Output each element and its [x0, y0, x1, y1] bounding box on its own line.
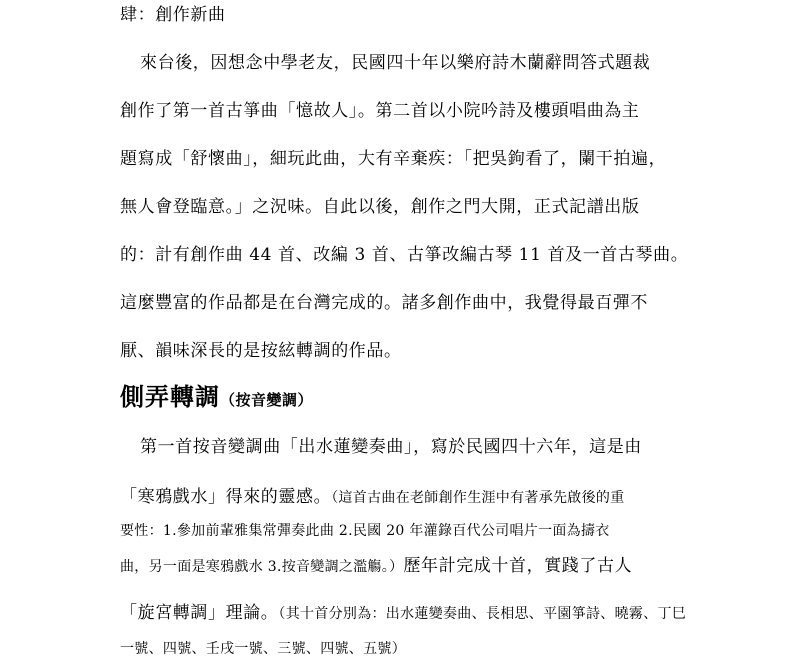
paragraph1-line-4: 無人會登臨意。」之況味。自此以後，創作之門大開，正式記譜出版 — [120, 197, 640, 217]
paragraph2-line-4 — [120, 555, 632, 578]
paragraph1-line-7: 厭、韻味深長的是按絃轉調的作品。 — [120, 341, 402, 361]
paragraph2-line-2-note: （這首古曲在老師創作生涯中有著承先啟後的重 — [331, 490, 625, 506]
paragraph2-line-5 — [120, 602, 686, 625]
paragraph2-line-6-note: 一號、四號、壬戌一號、三號、四號、五號） — [120, 641, 406, 657]
paragraph2-line-4-main: 歷年計完成十首，實踐了古人 — [403, 556, 633, 576]
paragraph2-line-2-main: 「寒鴉戲水」得來的靈感。 — [120, 487, 332, 507]
paragraph1-line-2: 創作了第一首古箏曲「憶故人」。第二首以小院吟詩及樓頭唱曲為主 — [120, 101, 640, 121]
heading-sub-text: （按音變調） — [220, 391, 314, 409]
section-heading — [120, 382, 313, 415]
paragraph1-line-3: 題寫成「舒懷曲」，細玩此曲，大有辛棄疾：「把吳鉤看了，闌干拍遍， — [120, 149, 667, 169]
paragraph2-line-3-note: 要性：1.參加前輩雅集常彈奏此曲 2.民國 20 年灌錄百代公司唱片一面為擣衣 — [120, 523, 610, 539]
paragraph1-line-5: 的：計有創作曲 44 首、改編 3 首、古箏改編古琴 11 首及一首古琴曲。 — [120, 245, 689, 265]
paragraph2-line-5-note: （其十首分別為：出水蓮變奏曲、長相思、平園箏詩、曉霧、丁巳 — [278, 606, 687, 622]
paragraph2-line-4-note: 曲，另一面是寒鴉戲水 3.按音變調之濫觴。） — [120, 559, 404, 575]
heading-main-text: 側弄轉調 — [120, 382, 220, 411]
paragraph2-line-2 — [120, 486, 625, 509]
section-title: 肆：創作新曲 — [120, 5, 226, 25]
paragraph2-line-5-main: 「旋宮轉調」理論。 — [120, 603, 279, 623]
paragraph1-line-1: 來台後，因想念中學老友，民國四十年以樂府詩木蘭辭問答式題裁 — [140, 53, 651, 73]
paragraph1-line-6: 這麼豐富的作品都是在台灣完成的。諸多創作曲中，我覺得最百彈不 — [120, 293, 648, 313]
paragraph2-line-1: 第一首按音變調曲「出水蓮變奏曲」，寫於民國四十六年，這是由 — [140, 437, 642, 457]
